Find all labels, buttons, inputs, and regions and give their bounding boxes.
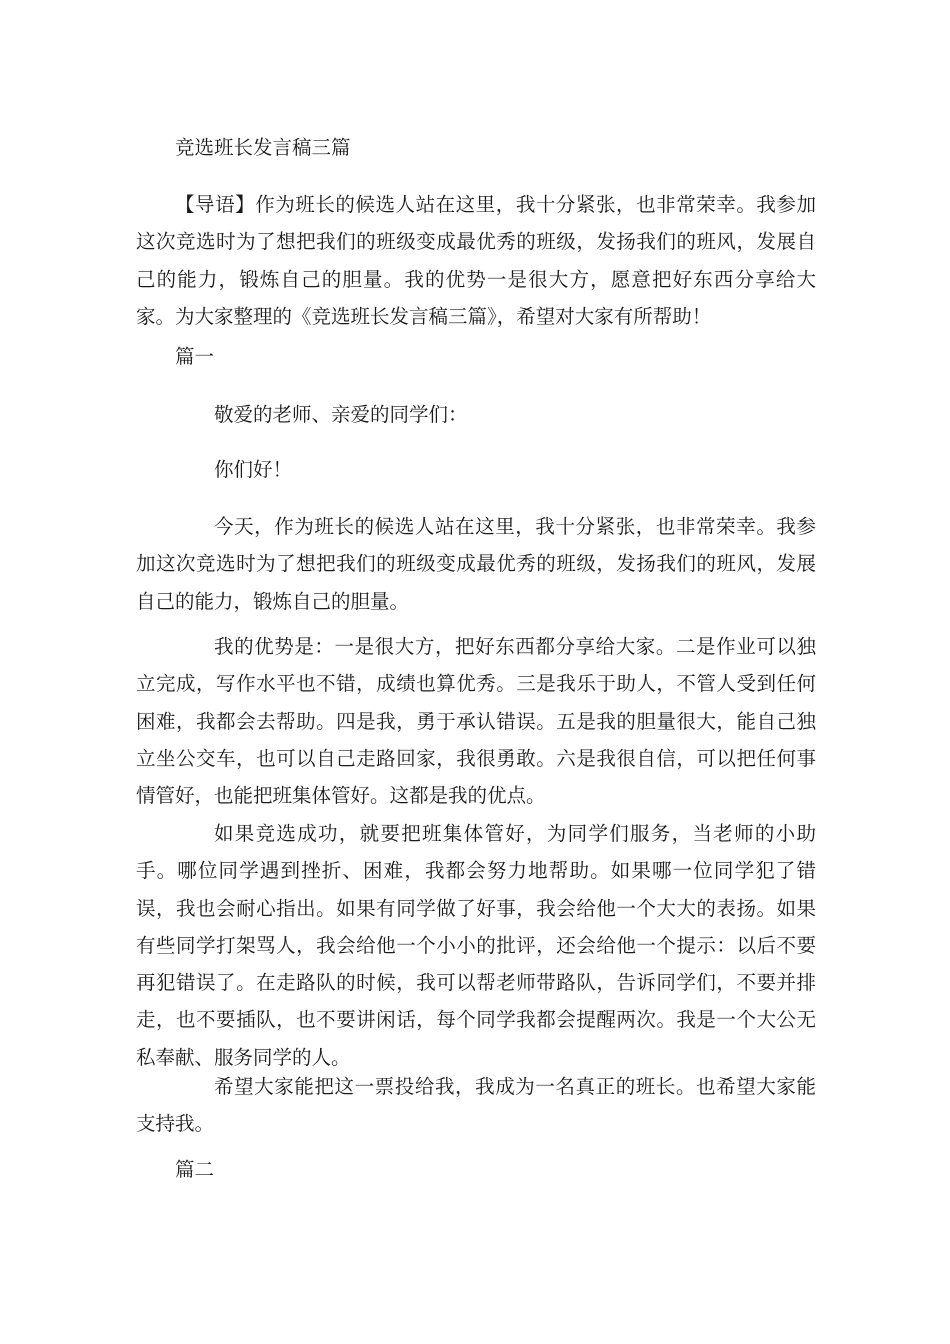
section-heading-2: 篇二 — [175, 1158, 215, 1181]
greeting: 你们好！ — [214, 458, 293, 481]
document-title: 竞选班长发言稿三篇 — [175, 136, 351, 159]
body-paragraph-3: 如果竞选成功，就要把班集体管好，为同学们服务，当老师的小助手。哪位同学遇到挫折、困难，我都会努力地帮助。如果哪一位同学犯了错误，我也会耐心指出。如果有同学做了好事，我会给他一个大大的表扬。如果有些同学打架骂人，我会给他一个小小的批评，还会给他一个提示：以后不要再犯错误了。在走路队的时候，我可以帮老师带路队，告诉同学们，不要并排走，也不要插队，也不要讲闲话，每个同学我都会提醒两次。我是一个大公无私奉献、服务同学的人。 — [136, 822, 816, 1069]
section-heading-1: 篇一 — [175, 345, 215, 368]
intro-paragraph: 【导语】作为班长的候选人站在这里，我十分紧张，也非常荣幸。我参加这次竞选时为了想把我们的班级变成最优秀的班级，发扬我们的班风，发展自己的能力，锻炼自己的胆量。我的优势一是很大方，愿意把好东西分享给大家。为大家整理的《竞选班长发言稿三篇》，希望对大家有所帮助！ — [136, 193, 816, 328]
body-paragraph-4: 希望大家能把这一票投给我，我成为一名真正的班长。也希望大家能支持我。 — [136, 1075, 816, 1136]
body-paragraph-1: 今天，作为班长的候选人站在这里，我十分紧张，也非常荣幸。我参加这次竞选时为了想把我们的班级变成最优秀的班级，发扬我们的班风，发展自己的能力，锻炼自己的胆量。 — [136, 515, 816, 613]
salutation: 敬爱的老师、亲爱的同学们： — [214, 403, 468, 426]
body-paragraph-2: 我的优势是：一是很大方，把好东西都分享给大家。二是作业可以独立完成，写作水平也不错，成绩也算优秀。三是我乐于助人，不管人受到任何困难，我都会去帮助。四是我，勇于承认错误。五是我的胆量很大，能自己独立坐公交车，也可以自己走路回家，我很勇敢。六是我很自信，可以把任何事情管好，也能把班集体管好。这都是我的优点。 — [136, 635, 816, 808]
